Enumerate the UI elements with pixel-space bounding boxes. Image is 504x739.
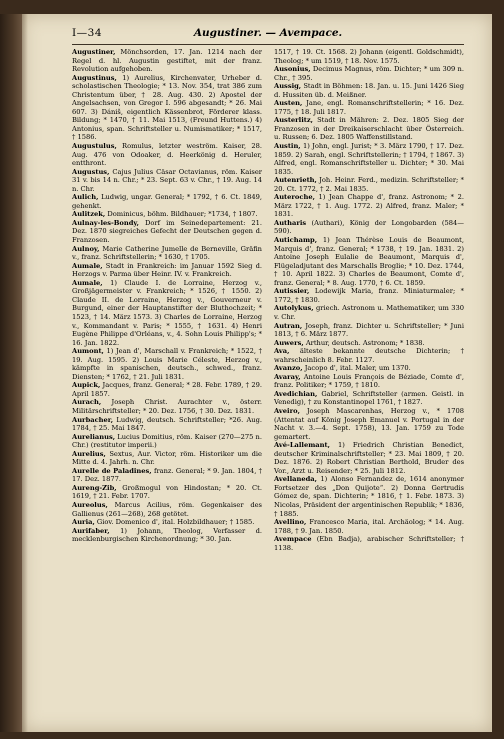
entry-text: Cajus Julius Cäsar Octavianus, röm. Kaiser 31 v. bis 14 n. Chr.; * 23. Sept. 63 v. Chr., † 19. Aug. 14 n. Chr.	[72, 167, 262, 193]
dictionary-entry	[274, 193, 464, 219]
entry-headword: Avellaneda,	[274, 475, 317, 484]
entry-text: Marie Catherine Jumelle de Berneville, Gräfin v., franz. Schriftstellerin; * 1630, † 1705.	[72, 244, 262, 262]
entry-headword: Auteroche,	[274, 193, 315, 202]
entry-text: Stadt in Mähren: 2. Dez. 1805 Sieg der Franzosen in der Dreikaiserschlacht über Österreich. u. Russen; 6. Dez. 1805 Waffenstillstand.	[274, 116, 464, 142]
entry-headword: Aulnay-les-Bondy,	[72, 218, 140, 227]
entry-text: Antoine Louis François de Béziade, Comte d', franz. Politiker; * 1759, † 1810.	[274, 372, 464, 390]
entry-headword: Ausonius,	[274, 65, 311, 74]
entry-text: Dominicus, böhm. Bildhauer; *1734, † 1807.	[107, 210, 258, 219]
entry-text: Joseph Christ. Aurachter v., österr. Militärschriftsteller; * 20. Dez. 1756, † 30. Dez. 1831.	[72, 398, 262, 415]
entry-headword: Avaray,	[274, 372, 301, 381]
dictionary-entry	[72, 398, 262, 415]
dictionary-entry	[274, 347, 464, 364]
dictionary-entry	[274, 364, 464, 373]
dictionary-entry	[274, 518, 464, 535]
entry-headword: Avellino,	[274, 518, 307, 527]
entry-headword: Austerlitz,	[274, 116, 313, 125]
dictionary-entry	[72, 279, 262, 347]
entry-text: Ludwig, ungar. General; * 1792, † 6. Ct. 1849, gehenkt.	[72, 193, 262, 210]
entry-headword: Aussig,	[274, 82, 302, 91]
dictionary-entry	[72, 501, 262, 518]
entry-headword: Aurach,	[72, 398, 102, 407]
entry-text: Jacques, franz. General; * 28. Febr. 1789, † 29. April 1857.	[72, 381, 262, 398]
running-title: Augustiner. — Avempace.	[193, 27, 343, 39]
dictionary-entry	[274, 48, 464, 65]
dictionary-entry	[274, 287, 464, 304]
dictionary-entry	[72, 347, 262, 381]
entry-headword: Autran,	[274, 321, 303, 330]
entry-text: Romulus, letzter weström. Kaiser, 28. Aug. 476 von Odoaker, d. Heerkönig d. Heruler, entthront.	[72, 142, 262, 168]
entry-text: 1) Jean Thérèse Louis de Beaumont, Marquis d', franz. General; * 1738, † 19. Jan. 1831. 2) Antoine Joseph Eulalie de Beaumont, Marquis d', Flügeladjutant des Marschalls Broglie; * 10. Dez. 1744, † 10. April 1822. 3) Charles de Beaumont, Comte d', franz. General; * 8. Aug. 1770, † 6. Ct. 1859.	[274, 236, 464, 287]
entry-text: 1) Aurelius, Kirchenvater, Urheber d. scholastischen Theologie; * 13. Nov. 354, trat 386 zum Christentum über, † 28. Aug. 430. 2) Apostel der Angelsachsen, von Gregor I. 596 abgesandt; * 26. Mai 607. 3) Dániš, eigentlich Kässenbrot, Förderer klass. Bildung; * 1470, † 11. Mai 1513, (Freund Huttens.) 4) Antonius, span. Schriftsteller u. Numismatiker; * 1517, † 1586.	[72, 73, 262, 142]
dictionary-entry	[72, 527, 262, 544]
entry-headword: Aureolus,	[72, 500, 108, 509]
dictionary-entry	[274, 116, 464, 142]
entry-headword: Austin,	[274, 142, 301, 151]
entry-headword: Autissier,	[274, 287, 310, 296]
entry-headword: Auria,	[72, 518, 95, 527]
entry-headword: Aurbacher,	[72, 415, 114, 424]
dictionary-entry	[72, 467, 262, 484]
entry-text: 1) Friedrich Christian Benedict, deutscher Kriminalschriftsteller; * 23. Mai 1809, † 20. Dez. 1876. 2) Robert Christian Berthold, Bruder des Vor., Arzt u. Reisender; * 25. Juli 1812.	[274, 441, 464, 475]
dictionary-entry	[72, 48, 262, 74]
entry-text: 1) John, engl. Jurist; * 3. März 1790, † 17. Dez. 1859. 2) Sarah, engl. Schriftstellerin; † 1794, † 1867. 3) Alfred, engl. Romanschriftsteller u. Dichter; * 30. Mai 1835.	[274, 142, 464, 176]
entry-headword: Aurelianus,	[72, 432, 116, 441]
entry-headword: Autharis	[274, 218, 307, 227]
dictionary-entry	[274, 475, 464, 518]
entry-headword: Avedichian,	[274, 389, 318, 398]
entry-text: 1) Jean Chappe d', franz. Astronom; * 2. März 1722, † 1. Aug. 1772. 2) Alfred, franz. Maler; * 1831.	[274, 193, 464, 219]
entry-headword: Autolykus,	[274, 304, 314, 313]
dictionary-entry	[72, 381, 262, 398]
dictionary-entry	[274, 535, 464, 552]
entry-headword: Austen,	[274, 99, 303, 108]
dictionary-entry	[72, 219, 262, 245]
left-column	[72, 48, 262, 544]
entry-text: Dorf im Seinedepartement: 21. Dez. 1870 siegreiches Gefecht der Deutschen gegen d. Franzosen.	[72, 218, 262, 245]
dictionary-entry	[72, 416, 262, 433]
entry-text: Francesco Maria, ital. Archäolog; * 14. Aug. 1788, † 9. Jan. 1850.	[274, 518, 464, 535]
entry-headword: Aurelius,	[72, 449, 106, 458]
entry-text: 1517, † 19. Ct. 1568. 2) Johann (eigentl. Goldschmidt), Theolog; * um 1519, † 18. Nov. 1575.	[274, 48, 464, 65]
entry-headword: Aulnoy,	[72, 244, 100, 253]
entry-headword: Augustinus,	[72, 73, 117, 82]
right-column	[274, 48, 464, 552]
entry-text: Giov. Domenico d', ital. Holzbildhauer; † 1585.	[96, 518, 255, 527]
entry-text: Joh. Heinr. Ferd., medizin. Schriftsteller; * 20. Ct. 1772, † 2. Mai 1835.	[274, 176, 464, 193]
entry-text: Sextus, Aur. Victor, röm. Historiker um die Mitte d. 4. Jahrh. n. Chr.	[72, 449, 262, 467]
entry-headword: Aurifaber,	[72, 526, 110, 535]
entry-headword: Aureng-Zib,	[72, 483, 117, 492]
dictionary-entry	[72, 193, 262, 210]
entry-text: (Authari), König der Longobarden (584—590).	[274, 218, 464, 236]
dictionary-entry	[274, 322, 464, 339]
entry-headword: Autenrieth,	[274, 176, 317, 185]
dictionary-entry	[72, 450, 262, 467]
header-rule	[72, 44, 464, 45]
entry-headword: Augustulus,	[72, 142, 117, 151]
dictionary-entry	[72, 433, 262, 450]
entry-headword: Autichamp,	[274, 236, 318, 245]
entry-headword: Augustiner,	[72, 48, 116, 56]
entry-text: 1) Alonso Fernandez de, 1614 anonymer Fortsetzer des „Don Quijote“. 2) Donna Gertrudis Gómez de, span. Dichterin; * 1816, † 1. Febr. 1873. 3) Nicolas, Präsident der argentinischen Republik; * 1836, † 1885.	[274, 475, 464, 518]
entry-text: (Ebn Badja), arabischer Schriftsteller; † 1138.	[274, 535, 464, 552]
entry-text: Marcus Acilius, röm. Gegenkaiser des Gallienus (261—268), 268 getötet.	[72, 500, 262, 518]
dictionary-entry	[274, 219, 464, 236]
entry-headword: Aulitzek,	[72, 210, 106, 219]
dictionary-entry	[274, 82, 464, 99]
entry-text: Gabriel, Schriftsteller (armen. Geistl. in Venedig), † zu Konstantinopel 1761, † 1827.	[274, 389, 464, 407]
entry-text: Stadt in Böhmen: 18. Jan. u. 15. Juni 1426 Sieg d. Hussiten üb. d. Meißner.	[274, 82, 464, 99]
entry-text: Jane, engl. Romanschriftstellerin; * 16. Dez. 1775, † 18. Juli 1817.	[274, 99, 464, 116]
dictionary-entry	[274, 407, 464, 441]
dictionary-entry	[72, 210, 262, 219]
dictionary-entry	[274, 176, 464, 193]
entry-text: 1) Johann, Theolog, Verfasser d. mecklenburgischen Kirchenordnung; * 30. Jan.	[72, 526, 262, 544]
entry-text: franz. General; * 9. Jan. 1804, † 17. Dez. 1877.	[72, 466, 262, 484]
entry-text: älteste bekannte deutsche Dichterin; † wahrscheinlich 8. Febr. 1127.	[274, 347, 464, 364]
entry-headword: Ava,	[274, 347, 290, 356]
dictionary-entry	[274, 373, 464, 390]
page-number: I—34	[72, 27, 103, 39]
entry-text: Stadt in Frankreich: im Januar 1592 Sieg d. Herzogs v. Parma über Heinr. IV. v. Frankreich.	[72, 261, 262, 279]
entry-text: 1) Claude I. de Lorraine, Herzog v., Großjägermeister v. Frankreich; * 1526, † 1550. 2) Claude II. de Lorraine, Herzog v., Gouverneur v. Burgund, einer der Hauptanstifter der Bluthochzeit; * 1523, † 14. März 1573. 3) Charles de Lorraine, Herzog v., Kommandant v. Paris; * 1555, † 1631. 4) Henri Eugène Philippe d'Orléans, v., 4. Sohn Louis Philipp's; * 16. Jan. 1822.	[72, 278, 262, 347]
entry-text: Lucius Domitius, röm. Kaiser (270—275 n. Chr.) (restitutor imperii.)	[72, 432, 262, 450]
entry-text: 1) Jean d', Marschall v. Frankreich; * 1522, † 19. Aug. 1595. 2) Louis Marie Céleste, Herzog v., kämpfte in spanischen, deutsch., schwed., franz. Diensten; * 1762, † 21. Juli 1831.	[72, 347, 262, 381]
dictionary-entry	[72, 245, 262, 262]
entry-text: Decimus Magnus, röm. Dichter; * um 309 n. Chr., † 395.	[274, 65, 464, 82]
dictionary-entry	[72, 262, 262, 279]
entry-text: Joseph, franz. Dichter u. Schriftsteller; * Juni 1813, † 6. März 1877.	[274, 321, 464, 339]
dictionary-entry	[274, 236, 464, 287]
entry-headword: Aumont,	[72, 347, 104, 356]
entry-text: Jacopo d', ital. Maler, um 1370.	[304, 364, 411, 373]
entry-headword: Aurelle de Paladines,	[72, 466, 152, 475]
entry-text: Lodewijk Maria, franz. Miniaturmaler; * 1772, † 1830.	[274, 287, 464, 304]
entry-headword: Aulich,	[72, 193, 99, 202]
entry-text: Mönchsorden, 17. Jan. 1214 nach der Regel d. hl. Augustin gestiftet, mit der franz. Revolution aufgehoben.	[72, 48, 262, 74]
dictionary-entry	[274, 99, 464, 116]
page-header	[72, 27, 464, 45]
dictionary-entry	[274, 304, 464, 321]
dictionary-entry	[72, 168, 262, 194]
dictionary-entry	[274, 65, 464, 82]
entry-text: Ludwig, deutsch. Schriftsteller; *26. Aug. 1784, † 25. Mai 1847.	[72, 415, 262, 433]
dictionary-entry	[274, 339, 464, 348]
dictionary-entry	[274, 441, 464, 475]
page-fold-shadow	[22, 14, 28, 732]
entry-headword: Augustus,	[72, 167, 110, 176]
entry-headword: Aupick,	[72, 381, 101, 390]
entry-text: griech. Astronom u. Mathematiker, um 330 v. Chr.	[274, 304, 464, 321]
dictionary-entry	[72, 142, 262, 168]
entry-text: Joseph Mascarenhas, Herzog v., * 1708 (Attentat auf König Joseph Emanuel v. Portugal in der Nacht v. 3.—4. Sept. 1758), 13. Jan. 1759 zu Tode gemartert.	[274, 406, 464, 441]
entry-text: Arthur, deutsch. Astronom; * 1838.	[305, 338, 425, 347]
entry-headword: Aumale,	[72, 261, 103, 270]
dictionary-entry	[274, 390, 464, 407]
entry-headword: Aumale,	[72, 278, 103, 287]
dictionary-entry	[72, 74, 262, 142]
entry-headword: Auwers,	[274, 338, 304, 347]
entry-text: Großmogul von Hindostan; * 20. Ct. 1619, † 21. Febr. 1707.	[72, 483, 262, 501]
dictionary-entry	[72, 518, 262, 527]
entry-headword: Avempace	[274, 535, 312, 544]
book-spine	[0, 14, 22, 732]
entry-headword: Aveiro,	[274, 406, 300, 415]
dictionary-entry	[274, 142, 464, 176]
entry-headword: Avé-Lallemant,	[274, 441, 330, 450]
dictionary-entry	[72, 484, 262, 501]
entry-headword: Avanzo,	[274, 364, 303, 373]
